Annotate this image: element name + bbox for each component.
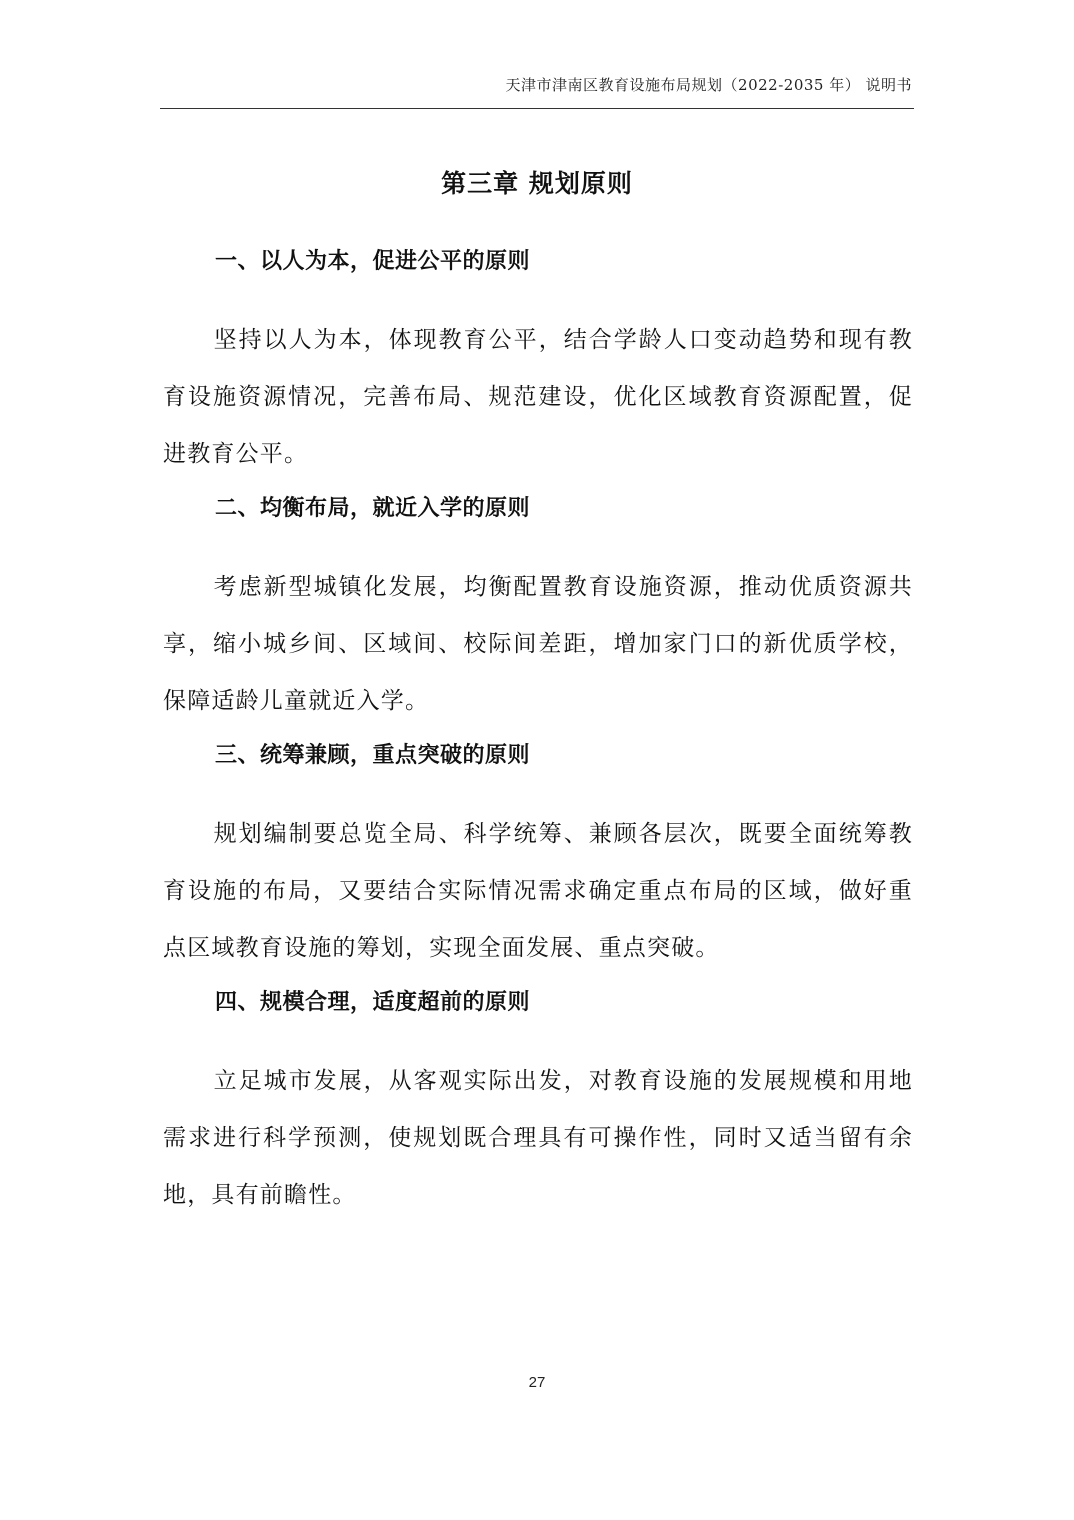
section-1 <box>163 247 913 483</box>
section-2 <box>163 494 913 730</box>
section-heading: 四、规模合理，适度超前的原则 <box>215 990 531 1015</box>
section-4 <box>163 988 913 1224</box>
section-paragraph: 考虑新型城镇化发展，均衡配置教育设施资源，推动优质资源共享，缩小城乡间、区域间、校际间差距，增加家门口的新优质学校，保障适龄儿童就近入学。 <box>163 574 913 714</box>
section-3 <box>163 741 913 977</box>
page-number: 27 <box>528 1374 546 1391</box>
running-header: 天津市津南区教育设施布局规划（2022-2035 年） 说明书 <box>505 76 912 94</box>
section-paragraph: 坚持以人为本，体现教育公平，结合学龄人口变动趋势和现有教育设施资源情况，完善布局、规范建设，优化区域教育资源配置，促进教育公平。 <box>163 327 913 467</box>
section-heading: 二、均衡布局，就近入学的原则 <box>215 496 531 521</box>
section-heading: 一、以人为本，促进公平的原则 <box>215 249 531 274</box>
chapter-title: 第三章 规划原则 <box>441 169 633 198</box>
section-paragraph: 立足城市发展，从客观实际出发，对教育设施的发展规模和用地需求进行科学预测，使规划既合理具有可操作性，同时又适当留有余地，具有前瞻性。 <box>163 1068 913 1208</box>
header-divider <box>160 108 914 109</box>
section-paragraph: 规划编制要总览全局、科学统筹、兼顾各层次，既要全面统筹教育设施的布局，又要结合实际情况需求确定重点布局的区域，做好重点区域教育设施的筹划，实现全面发展、重点突破。 <box>163 821 913 961</box>
section-heading: 三、统筹兼顾，重点突破的原则 <box>215 743 531 768</box>
